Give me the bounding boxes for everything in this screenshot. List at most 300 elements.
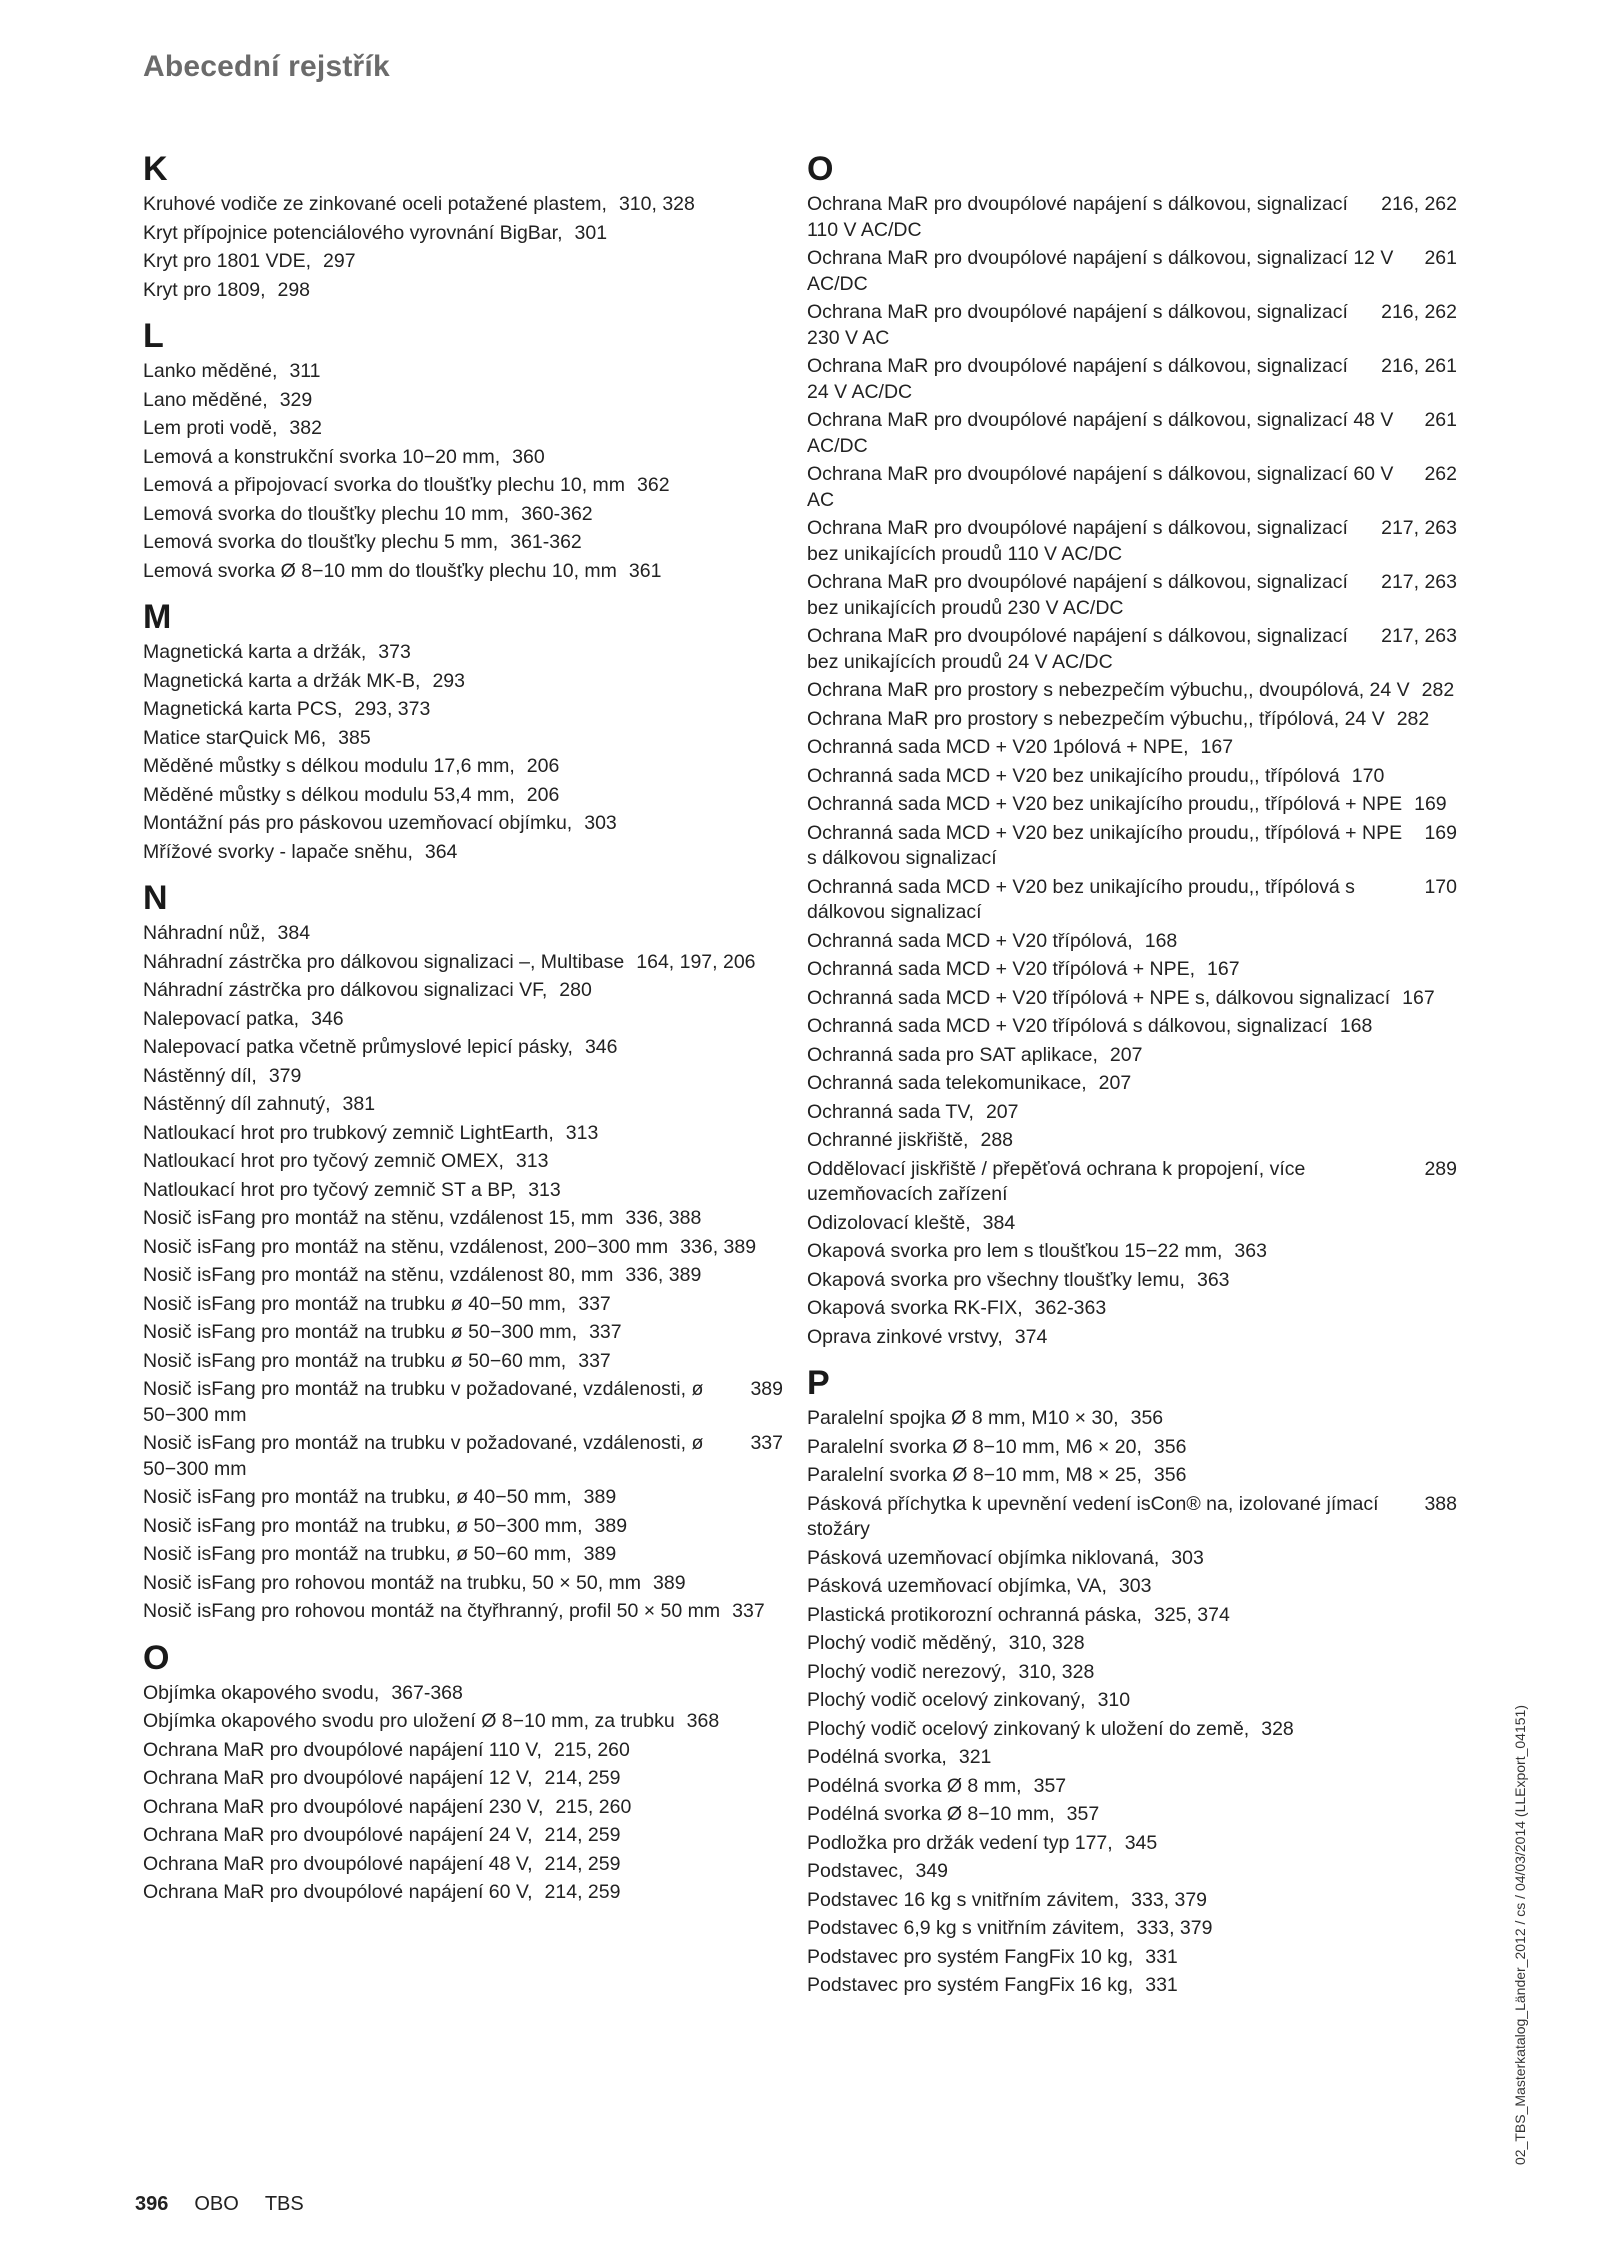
entry-term: Paralelní svorka Ø 8−10 mm, M8 × 25, <box>807 1464 1142 1486</box>
entry-term: Lem proti vodě, <box>143 417 278 439</box>
entry-pages: 337 <box>732 1600 765 1622</box>
entry-term: Nosič isFang pro montáž na trubku, ø 50−300 mm, <box>143 1514 583 1537</box>
entry-pages: 356 <box>1153 1435 1187 1458</box>
entry-pages: 288 <box>980 1129 1014 1151</box>
entry-term: Kryt přípojnice potenciálového vyrovnání BigBar, <box>143 221 563 244</box>
entry-term: Ochranná sada MCD + V20 třípólová, <box>807 929 1133 952</box>
entry-term: Lemová svorka do tloušťky plechu 10 mm, <box>143 502 510 525</box>
entry-pages: 328 <box>1261 1717 1294 1740</box>
entry-pages: 374 <box>1014 1325 1048 1348</box>
entry-term: Podstavec pro systém FangFix 16 kg, <box>807 1974 1134 1996</box>
entry-pages: 337 <box>589 1321 622 1343</box>
entry-term: Podélná svorka, <box>807 1746 947 1768</box>
index-entry <box>807 1239 1457 1265</box>
entry-term: Okapová svorka pro lem s tloušťkou 15−22 mm, <box>807 1240 1223 1262</box>
index-entry <box>143 1571 783 1597</box>
entry-term: Ochrana MaR pro dvoupólové napájení 110 V, <box>143 1738 542 1761</box>
entry-pages: 356 <box>1153 1464 1187 1486</box>
index-entry <box>143 1431 783 1482</box>
entry-term: Ochranná sada MCD + V20 bez unikajícího proudu,, třípólová <box>807 764 1340 787</box>
entry-term: Objímka okapového svodu pro uložení Ø 8−10 mm, za trubku <box>143 1710 675 1732</box>
entry-pages: 331 <box>1145 1974 1178 1996</box>
index-entry <box>143 1823 783 1849</box>
index-entry <box>143 473 783 499</box>
index-entry <box>143 726 783 752</box>
entry-pages: 170 <box>1351 764 1385 787</box>
entry-term: Nosič isFang pro montáž na trubku ø 40−50 mm, <box>143 1292 567 1315</box>
entry-term: Podstavec 6,9 kg s vnitřním závitem, <box>807 1917 1125 1939</box>
entry-pages: 289 <box>1424 1157 1457 1180</box>
index-entry <box>807 1071 1457 1097</box>
index-entry <box>143 783 783 809</box>
entry-pages: 303 <box>1171 1546 1204 1569</box>
index-entry <box>807 764 1457 790</box>
entry-term: Ochrana MaR pro dvoupólové napájení 24 V, <box>143 1824 533 1846</box>
entry-term: Oddělovací jiskřiště / přepěťová ochrana k propojení, více uzemňovacích zařízení <box>807 1157 1306 1205</box>
index-entry <box>143 388 783 414</box>
entry-pages: 293 <box>432 669 465 692</box>
entry-pages: 298 <box>277 278 311 301</box>
entry-term: Ochranná sada MCD + V20 bez unikajícího proudu,, třípólová + NPE s dálkovou signalizací <box>807 821 1403 869</box>
entry-pages: 333, 379 <box>1131 1888 1208 1911</box>
entry-pages: 169 <box>1424 821 1457 844</box>
index-entry <box>807 986 1457 1012</box>
index-entry <box>807 821 1457 872</box>
index-entry <box>807 408 1457 459</box>
entry-term: Ochranná sada MCD + V20 třípólová + NPE, <box>807 958 1196 980</box>
index-entry <box>143 559 783 585</box>
entry-term: Natloukací hrot pro tyčový zemnič OMEX, <box>143 1150 504 1172</box>
entry-term: Ochrana MaR pro dvoupólové napájení s dálkovou, signalizací 230 V AC <box>807 301 1348 349</box>
entry-pages: 310 <box>1097 1689 1131 1711</box>
entry-pages: 336, 388 <box>625 1207 702 1229</box>
entry-term: Matice starQuick M6, <box>143 726 327 749</box>
section-letter: L <box>143 317 164 355</box>
entry-term: Měděné můstky s délkou modulu 17,6 mm, <box>143 755 515 777</box>
index-entry <box>143 278 783 304</box>
entry-term: Ochrana MaR pro dvoupólové napájení s dálkovou, signalizací 24 V AC/DC <box>807 355 1348 403</box>
index-entry <box>807 792 1457 818</box>
entry-term: Podstavec pro systém FangFix 10 kg, <box>807 1945 1134 1968</box>
entry-pages: 303 <box>1118 1575 1152 1597</box>
index-section <box>143 1637 783 1906</box>
index-entry <box>807 1463 1457 1489</box>
entry-pages: 363 <box>1234 1240 1267 1262</box>
entry-pages: 356 <box>1130 1407 1164 1429</box>
index-entry <box>143 1485 783 1511</box>
entry-pages: 364 <box>424 840 458 863</box>
footer-brand: OBO <box>194 2193 239 2215</box>
entry-pages: 336, 389 <box>680 1235 757 1258</box>
entry-term: Nosič isFang pro montáž na stěnu, vzdálenost 15, mm <box>143 1207 614 1229</box>
index-entry <box>143 840 783 866</box>
index-entry <box>143 1852 783 1878</box>
index-entry <box>807 1268 1457 1294</box>
index-entry <box>143 1542 783 1568</box>
entry-pages: 360-362 <box>521 502 593 525</box>
entry-term: Paralelní svorka Ø 8−10 mm, M6 × 20, <box>807 1435 1142 1458</box>
entry-pages: 214, 259 <box>544 1767 621 1789</box>
entry-term: Ochranná sada MCD + V20 bez unikajícího proudu,, třípólová s dálkovou signalizací <box>807 875 1355 923</box>
entry-pages: 313 <box>565 1121 599 1144</box>
index-entry <box>807 1888 1457 1914</box>
index-entry <box>143 1092 783 1118</box>
entry-term: Ochrana MaR pro dvoupólové napájení s dálkovou, signalizací 12 V AC/DC <box>807 247 1394 295</box>
entry-term: Nosič isFang pro montáž na trubku v požadované, vzdálenosti, ø 50−300 mm <box>143 1432 704 1480</box>
entry-term: Náhradní zástrčka pro dálkovou signalizaci –, Multibase <box>143 950 625 973</box>
index-entry <box>807 957 1457 983</box>
index-entry <box>807 1774 1457 1800</box>
entry-pages: 389 <box>750 1378 783 1400</box>
entry-term: Podélná svorka Ø 8−10 mm, <box>807 1803 1055 1825</box>
index-entry <box>807 1100 1457 1126</box>
entry-term: Lemová a připojovací svorka do tloušťky plechu 10, mm <box>143 474 626 496</box>
entry-term: Ochrana MaR pro dvoupólové napájení 12 V, <box>143 1767 533 1789</box>
entry-pages: 214, 259 <box>544 1881 621 1903</box>
entry-pages: 337 <box>578 1349 611 1372</box>
index-entry <box>143 1514 783 1540</box>
entry-term: Nosič isFang pro montáž na trubku v požadované, vzdálenosti, ø 50−300 mm <box>143 1378 704 1426</box>
entry-pages: 337 <box>578 1292 611 1315</box>
entry-term: Lano měděné, <box>143 388 268 411</box>
entry-term: Ochranná sada telekomunikace, <box>807 1072 1087 1094</box>
entry-term: Natloukací hrot pro tyčový zemnič ST a BP, <box>143 1178 517 1201</box>
page-footer <box>135 2193 304 2216</box>
entry-term: Nalepovací patka, <box>143 1007 300 1030</box>
entry-term: Ochrana MaR pro dvoupólové napájení s dálkovou, signalizací 60 V AC <box>807 463 1394 511</box>
entry-pages: 303 <box>584 812 617 834</box>
entry-term: Podstavec 16 kg s vnitřním závitem, <box>807 1888 1120 1911</box>
entry-pages: 261 <box>1424 247 1457 269</box>
entry-pages: 217, 263 <box>1381 517 1457 539</box>
index-entry <box>807 246 1457 297</box>
index-entry <box>807 1014 1457 1040</box>
entry-term: Ochranná sada pro SAT aplikace, <box>807 1043 1098 1066</box>
entry-pages: 368 <box>686 1710 720 1732</box>
index-entry <box>143 1235 783 1261</box>
entry-term: Ochrana MaR pro dvoupólové napájení 60 V, <box>143 1881 533 1903</box>
index-entry <box>143 640 783 666</box>
index-entry <box>143 1263 783 1289</box>
index-entry <box>807 1973 1457 1999</box>
index-section <box>143 877 783 1625</box>
entry-term: Odizolovací kleště, <box>807 1211 971 1234</box>
entry-pages: 214, 259 <box>544 1824 621 1846</box>
index-entry <box>143 530 783 556</box>
index-entry <box>143 359 783 385</box>
index-section <box>807 1362 1457 1999</box>
entry-term: Kryt pro 1809, <box>143 278 266 301</box>
index-entry <box>143 1320 783 1346</box>
index-entry <box>807 1717 1457 1743</box>
entry-term: Plochý vodič ocelový zinkovaný k uložení do země, <box>807 1717 1250 1740</box>
entry-term: Ochranná sada MCD + V20 třípólová + NPE s, dálkovou signalizací <box>807 986 1391 1009</box>
entry-pages: 216, 261 <box>1381 355 1457 377</box>
entry-term: Ochranná sada MCD + V20 třípólová s dálkovou, signalizací <box>807 1015 1328 1037</box>
index-section <box>143 596 783 865</box>
entry-pages: 367-368 <box>391 1681 463 1704</box>
index-entry <box>807 1043 1457 1069</box>
index-entry <box>143 221 783 247</box>
side-document-reference: 02_TBS_Masterkatalog_Länder_2012 / cs / 04/03/2014 (LLExport_04151) <box>1512 1705 1528 2165</box>
index-entry <box>807 875 1457 926</box>
entry-term: Ochrana MaR pro dvoupólové napájení s dálkovou, signalizací 110 V AC/DC <box>807 193 1348 241</box>
index-column-right <box>807 148 1457 2011</box>
entry-pages: 293, 373 <box>354 698 431 720</box>
entry-term: Pásková uzemňovací objímka niklovaná, <box>807 1546 1160 1569</box>
entry-pages: 217, 263 <box>1381 625 1457 647</box>
index-entry <box>807 624 1457 675</box>
index-entry <box>807 1802 1457 1828</box>
index-entry <box>807 1296 1457 1322</box>
index-entry <box>143 192 783 218</box>
entry-pages: 333, 379 <box>1136 1917 1213 1939</box>
entry-term: Plastická protikorozní ochranná páska, <box>807 1603 1142 1626</box>
entry-pages: 207 <box>1098 1072 1132 1094</box>
index-entry <box>807 1574 1457 1600</box>
entry-pages: 310, 328 <box>618 193 695 215</box>
index-entry <box>143 1599 783 1625</box>
entry-term: Nosič isFang pro montáž na stěnu, vzdálenost 80, mm <box>143 1264 614 1286</box>
entry-term: Lemová svorka do tloušťky plechu 5 mm, <box>143 531 499 553</box>
entry-pages: 207 <box>985 1100 1019 1123</box>
entry-pages: 207 <box>1109 1043 1143 1066</box>
index-entry <box>807 1325 1457 1351</box>
index-entry <box>807 300 1457 351</box>
entry-term: Kryt pro 1801 VDE, <box>143 250 311 272</box>
index-entry <box>807 735 1457 761</box>
entry-term: Podstavec, <box>807 1860 904 1882</box>
index-entry <box>807 516 1457 567</box>
entry-pages: 167 <box>1402 986 1435 1009</box>
footer-brand-sub: TBS <box>264 2193 304 2215</box>
entry-pages: 361 <box>628 559 662 582</box>
section-letter: O <box>807 150 834 188</box>
index-entry <box>807 1631 1457 1657</box>
entry-term: Oprava zinkové vrstvy, <box>807 1325 1003 1348</box>
entry-pages: 388 <box>1424 1492 1457 1515</box>
page-title: Abecední rejstřík <box>143 50 390 83</box>
index-entry <box>143 1377 783 1428</box>
entry-pages: 215, 260 <box>553 1738 630 1761</box>
index-entry <box>807 1745 1457 1771</box>
entry-term: Nosič isFang pro montáž na trubku ø 50−300 mm, <box>143 1321 578 1343</box>
entry-pages: 217, 263 <box>1381 571 1457 593</box>
entry-pages: 389 <box>653 1571 686 1594</box>
entry-pages: 280 <box>559 979 592 1001</box>
index-entry <box>143 1064 783 1090</box>
index-entry <box>143 1035 783 1061</box>
index-section <box>807 148 1457 1350</box>
index-entry <box>807 1688 1457 1714</box>
index-entry <box>807 462 1457 513</box>
entry-pages: 313 <box>515 1150 549 1172</box>
entry-pages: 349 <box>915 1860 949 1882</box>
entry-term: Nosič isFang pro montáž na stěnu, vzdálenost, 200−300 mm <box>143 1235 669 1258</box>
index-entry <box>807 1660 1457 1686</box>
entry-pages: 331 <box>1145 1945 1178 1968</box>
index-entry <box>807 192 1457 243</box>
entry-term: Náhradní zástrčka pro dálkovou signalizaci VF, <box>143 979 548 1001</box>
index-entry <box>143 249 783 275</box>
section-letter: O <box>143 1638 170 1677</box>
entry-pages: 385 <box>338 726 371 749</box>
index-section <box>143 148 783 303</box>
index-entry <box>807 1603 1457 1629</box>
entry-pages: 360 <box>512 445 545 468</box>
index-entry <box>807 1859 1457 1885</box>
index-entry <box>143 502 783 528</box>
entry-pages: 384 <box>982 1211 1016 1234</box>
entry-pages: 311 <box>289 360 321 382</box>
entry-term: Okapová svorka RK-FIX, <box>807 1297 1023 1319</box>
entry-pages: 297 <box>323 250 356 272</box>
section-letter: M <box>143 598 172 636</box>
index-entry <box>143 754 783 780</box>
entry-term: Okapová svorka pro všechny tloušťky lemu, <box>807 1268 1185 1291</box>
index-entry <box>143 1292 783 1318</box>
index-entry <box>143 1349 783 1375</box>
entry-pages: 313 <box>528 1178 561 1201</box>
entry-pages: 329 <box>279 388 313 411</box>
entry-term: Magnetická karta PCS, <box>143 698 343 720</box>
entry-pages: 346 <box>584 1036 618 1058</box>
entry-term: Lemová a konstrukční svorka 10−20 mm, <box>143 445 501 468</box>
entry-pages: 389 <box>594 1514 628 1537</box>
entry-pages: 282 <box>1421 679 1455 701</box>
index-entry <box>143 669 783 695</box>
entry-term: Kruhové vodiče ze zinkované oceli potažené plastem, <box>143 193 607 215</box>
index-section <box>143 315 783 584</box>
entry-term: Nosič isFang pro montáž na trubku, ø 50−60 mm, <box>143 1543 572 1565</box>
entry-pages: 310, 328 <box>1008 1632 1085 1654</box>
entry-pages: 389 <box>583 1543 617 1565</box>
index-entry <box>143 1795 783 1821</box>
entry-pages: 164, 197, 206 <box>636 950 756 973</box>
entry-term: Plochý vodič nerezový, <box>807 1660 1007 1683</box>
entry-pages: 262 <box>1424 463 1457 485</box>
entry-term: Magnetická karta a držák MK-B, <box>143 669 421 692</box>
entry-term: Plochý vodič měděný, <box>807 1632 997 1654</box>
index-entry <box>807 1916 1457 1942</box>
entry-term: Nosič isFang pro rohovou montáž na trubku, 50 × 50, mm <box>143 1571 642 1594</box>
entry-term: Ochranná sada TV, <box>807 1100 974 1123</box>
entry-term: Objímka okapového svodu, <box>143 1681 380 1704</box>
entry-term: Lanko měděné, <box>143 360 278 382</box>
index-entry <box>807 1831 1457 1857</box>
entry-term: Ochrana MaR pro dvoupólové napájení 230 V, <box>143 1795 544 1818</box>
entry-term: Ochrana MaR pro prostory s nebezpečím výbuchu,, třípólová, 24 V <box>807 707 1385 730</box>
entry-pages: 336, 389 <box>625 1264 702 1286</box>
entry-term: Paralelní spojka Ø 8 mm, M10 × 30, <box>807 1407 1119 1429</box>
entry-term: Náhradní nůž, <box>143 922 266 944</box>
entry-term: Mřížové svorky - lapače sněhu, <box>143 840 413 863</box>
index-entry <box>143 950 783 976</box>
entry-pages: 357 <box>1066 1803 1100 1825</box>
index-entry <box>807 1945 1457 1971</box>
entry-term: Nástěnný díl zahnutý, <box>143 1093 331 1115</box>
entry-pages: 282 <box>1396 707 1430 730</box>
entry-pages: 168 <box>1339 1015 1373 1037</box>
index-entry <box>143 811 783 837</box>
entry-pages: 310, 328 <box>1018 1660 1095 1683</box>
entry-term: Ochrana MaR pro dvoupólové napájení 48 V, <box>143 1852 533 1875</box>
entry-pages: 373 <box>378 641 411 663</box>
section-letter: N <box>143 879 168 917</box>
entry-term: Podélná svorka Ø 8 mm, <box>807 1774 1022 1797</box>
index-entry <box>143 445 783 471</box>
section-letter: P <box>807 1364 830 1402</box>
entry-pages: 361-362 <box>510 531 582 553</box>
index-entry <box>143 1681 783 1707</box>
entry-pages: 301 <box>574 221 608 244</box>
index-entry <box>143 1709 783 1735</box>
entry-term: Ochranná sada MCD + V20 bez unikajícího proudu,, třípólová + NPE <box>807 793 1403 815</box>
index-entry <box>143 1007 783 1033</box>
entry-term: Ochrana MaR pro dvoupólové napájení s dálkovou, signalizací bez unikajících proudů 230 V AC/DC <box>807 571 1348 619</box>
entry-term: Ochrana MaR pro dvoupólové napájení s dálkovou, signalizací bez unikajících proudů 24 V AC/DC <box>807 625 1348 673</box>
entry-pages: 214, 259 <box>544 1852 621 1875</box>
entry-pages: 169 <box>1414 793 1447 815</box>
index-entry <box>143 416 783 442</box>
index-entry <box>807 1128 1457 1154</box>
index-entry <box>143 921 783 947</box>
index-entry <box>143 697 783 723</box>
index-entry <box>807 570 1457 621</box>
index-entry <box>143 978 783 1004</box>
index-entry <box>807 1406 1457 1432</box>
entry-term: Plochý vodič ocelový zinkovaný, <box>807 1689 1086 1711</box>
entry-pages: 357 <box>1033 1774 1067 1797</box>
index-entry <box>807 707 1457 733</box>
index-entry <box>143 1880 783 1906</box>
entry-term: Ochranné jiskřiště, <box>807 1129 969 1151</box>
index-entry <box>807 678 1457 704</box>
entry-term: Měděné můstky s délkou modulu 53,4 mm, <box>143 783 515 806</box>
entry-term: Nosič isFang pro montáž na trubku ø 50−60 mm, <box>143 1349 567 1372</box>
entry-pages: 325, 374 <box>1153 1603 1230 1626</box>
entry-pages: 216, 262 <box>1381 193 1457 215</box>
entry-term: Nosič isFang pro montáž na trubku, ø 40−50 mm, <box>143 1486 572 1508</box>
index-entry <box>807 1211 1457 1237</box>
index-entry <box>143 1738 783 1764</box>
entry-pages: 384 <box>277 922 311 944</box>
entry-pages: 345 <box>1124 1831 1158 1854</box>
entry-term: Podložka pro držák vedení typ 177, <box>807 1831 1113 1854</box>
entry-pages: 362-363 <box>1034 1297 1107 1319</box>
index-entry <box>807 929 1457 955</box>
index-entry <box>807 1546 1457 1572</box>
entry-pages: 170 <box>1424 875 1457 898</box>
entry-term: Ochranná sada MCD + V20 1pólová + NPE, <box>807 736 1189 758</box>
entry-term: Ochrana MaR pro dvoupólové napájení s dálkovou, signalizací bez unikajících proudů 110 V AC/DC <box>807 517 1348 565</box>
page-number: 396 <box>135 2193 169 2215</box>
index-entry <box>143 1121 783 1147</box>
entry-term: Nosič isFang pro rohovou montáž na čtyřhranný, profil 50 × 50 mm <box>143 1600 721 1622</box>
section-letter: K <box>143 150 168 188</box>
entry-pages: 382 <box>289 417 322 439</box>
index-entry <box>143 1149 783 1175</box>
entry-pages: 167 <box>1207 958 1240 980</box>
entry-pages: 363 <box>1196 1268 1230 1291</box>
index-entry <box>143 1178 783 1204</box>
entry-term: Magnetická karta a držák, <box>143 641 367 663</box>
entry-term: Ochrana MaR pro dvoupólové napájení s dálkovou, signalizací 48 V AC/DC <box>807 409 1394 457</box>
entry-term: Natloukací hrot pro trubkový zemnič LightEarth, <box>143 1121 554 1144</box>
entry-term: Montážní pás pro páskovou uzemňovací objímku, <box>143 812 573 834</box>
entry-pages: 379 <box>268 1064 302 1087</box>
entry-term: Nalepovací patka včetně průmyslové lepicí pásky, <box>143 1036 573 1058</box>
